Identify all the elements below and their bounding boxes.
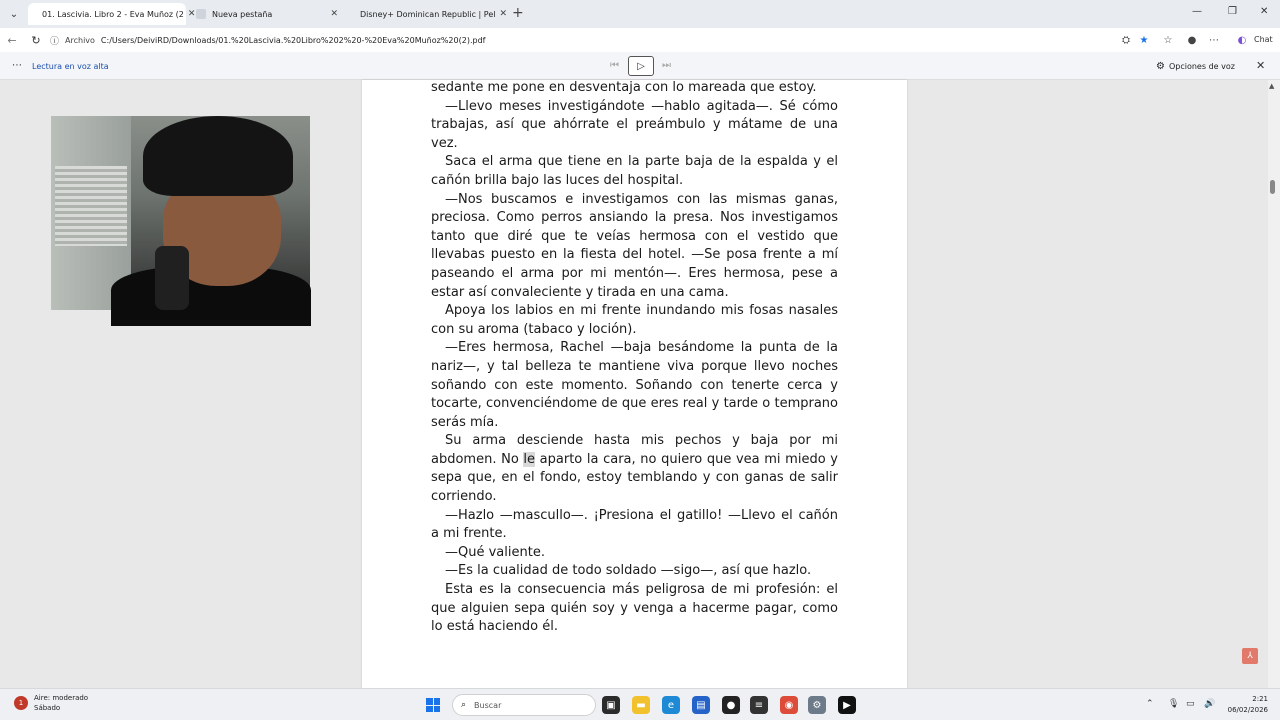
new-tab-icon[interactable]: + [512, 5, 524, 21]
reload-icon[interactable]: ↻ [31, 33, 41, 47]
copilot-icon[interactable]: ◐ [1237, 34, 1247, 46]
search-placeholder: Buscar [474, 700, 502, 710]
voice-settings-icon: ⚙ [1156, 61, 1165, 72]
info-icon[interactable]: ⓘ [50, 36, 60, 47]
paragraph: sedante me pone en desventaja con lo mareada que estoy. [431, 80, 817, 95]
edge-icon[interactable]: e [662, 696, 680, 714]
start-button-icon[interactable] [426, 698, 440, 712]
scroll-up-icon[interactable]: ▲ [1269, 82, 1275, 90]
tab-title: Nueva pestaña [212, 9, 273, 19]
document-text [431, 79, 838, 637]
tab-strip [0, 0, 1280, 28]
paragraph [431, 432, 838, 506]
more-options-icon[interactable]: ⋯ [12, 60, 22, 71]
play-icon[interactable]: ▷ [628, 56, 654, 76]
voice-options-button[interactable] [1156, 61, 1235, 72]
paragraph: —Es la cualidad de todo soldado —sigo—, así que hazlo. [445, 563, 812, 579]
favorites-icon[interactable]: ☆ [1163, 34, 1173, 46]
close-icon[interactable]: ✕ [187, 9, 196, 19]
paragraph: Apoya los labios en mi frente inundando mis fosas nasales con su aroma (tabaco y loción). [431, 303, 838, 337]
back-icon[interactable]: ← [7, 33, 17, 47]
next-icon[interactable]: ⏭ [662, 60, 671, 71]
paragraph: —Qué valiente. [445, 544, 545, 560]
weather-line1: Aire: moderado [34, 694, 89, 702]
network-icon[interactable]: ▭ [1186, 699, 1195, 709]
tab-disney[interactable] [346, 3, 510, 25]
translate-icon[interactable]: ⛭ [1122, 34, 1130, 46]
terminal-icon[interactable]: ≡ [750, 696, 768, 714]
microphone-icon[interactable]: 🎙 [1168, 699, 1180, 709]
close-icon[interactable]: ✕ [499, 9, 508, 19]
minimize-icon[interactable]: — [1192, 6, 1202, 17]
window-close-icon[interactable]: ✕ [1260, 6, 1269, 17]
weather-widget[interactable] [14, 693, 88, 713]
star-icon[interactable]: ★ [1139, 34, 1149, 46]
store-icon[interactable]: ▤ [692, 696, 710, 714]
chrome-icon[interactable]: ◉ [780, 696, 798, 714]
restore-icon[interactable]: ❐ [1228, 6, 1237, 17]
clock-time: 2:21 [1252, 695, 1268, 703]
address-toolbar [0, 28, 1280, 52]
voice-options-label: Opciones de voz [1168, 62, 1235, 71]
page-favicon-icon [196, 9, 206, 19]
paragraph-text: aparto la cara, no quiero que vea mi miedo y sepa que, en el fondo, estoy temblando y con ganas de salir corriendo. [431, 451, 838, 505]
menu-dots-icon[interactable]: ⋯ [1209, 34, 1219, 46]
pdf-page [362, 80, 907, 688]
person-cap [143, 116, 293, 196]
tab-pdf[interactable] [28, 3, 196, 25]
profile-icon[interactable]: ● [1187, 34, 1197, 46]
scrollbar-thumb[interactable] [1270, 180, 1275, 194]
clock-date: 06/02/2026 [1227, 706, 1268, 714]
paragraph: —Nos buscamos e investigamos con las mismas ganas, preciosa. Como perros ansiando la presa. Nos investigamos tanto que diré que te veías hermosa con el vestido que llevabas puesto en la fiesta del hotel. —Se posa frente a mí paseando el arma por mi mentón—. Eres hermosa, pese a estar así convaleciente y tirada en una cama. [431, 191, 838, 300]
media-player-icon[interactable]: ▶ [838, 696, 856, 714]
tray-overflow-icon[interactable]: ⌃ [1146, 699, 1154, 709]
highlighted-word: le [523, 451, 536, 467]
chat-label[interactable]: Chat [1254, 35, 1273, 44]
address-bar[interactable] [50, 31, 1110, 49]
taskbar [0, 688, 1280, 720]
volume-icon[interactable]: 🔊 [1204, 699, 1216, 709]
paragraph: —Hazlo —mascullo—. ¡Presiona el gatillo! —Llevo el cañón a mi frente. [431, 507, 838, 542]
task-view-icon[interactable]: ▣ [602, 696, 620, 714]
paragraph: —Llevo meses investigándote —hablo agitada—. Sé cómo trabajas, así que ahórrate el preámbulo y mátame de una vez. [431, 98, 838, 151]
air-conditioner-image [55, 166, 127, 246]
weather-line2: Sábado [34, 704, 61, 712]
paragraph: Esta es la consecuencia más peligrosa de mi profesión: el que alguien sepa quién soy y venga a hacerme pagar, como lo está haciendo él. [431, 582, 838, 635]
tab-search-icon[interactable]: ⌄ [9, 8, 19, 20]
settings-icon[interactable]: ⚙ [808, 696, 826, 714]
file-explorer-icon[interactable]: ▬ [632, 696, 650, 714]
search-icon: ⌕ [461, 700, 467, 710]
scheme-label: Archivo [65, 35, 95, 45]
microphone-image [155, 246, 189, 310]
previous-icon[interactable]: ⏮ [610, 60, 619, 71]
pdf-acrobat-icon[interactable]: ⅄ [1242, 648, 1258, 664]
webcam-overlay [51, 116, 310, 310]
scrollbar-track[interactable] [1268, 80, 1280, 688]
paragraph: Saca el arma que tiene en la parte baja de la espalda y el cañón brilla bajo las luces del hospital. [431, 154, 838, 188]
read-aloud-label: Lectura en voz alta [32, 62, 109, 71]
tab-title: Disney+ Dominican Republic | Pel [360, 9, 496, 19]
paragraph-text: Su arma desciende hasta mis pechos y baja por mi abdomen. No [431, 433, 838, 467]
tab-title: 01. Lascivia. Libro 2 - Eva Muñoz (2 [42, 9, 184, 19]
close-icon[interactable]: ✕ [330, 9, 338, 19]
weather-alert-icon: 1 [14, 696, 28, 710]
read-aloud-close-icon[interactable]: ✕ [1256, 59, 1266, 72]
taskbar-search-input[interactable] [452, 694, 596, 716]
clock[interactable] [1222, 694, 1268, 716]
tab-new-tab[interactable] [188, 3, 346, 25]
app-icon[interactable]: ● [722, 696, 740, 714]
paragraph: —Eres hermosa, Rachel —baja besándome la punta de la nariz—, y tal belleza te mantiene viva porque llevo noches soñando con este momento. Soñando con tenerte cerca y tocarte, convenciéndome de que eres real y tarde o temprano serás mía. [431, 340, 838, 430]
url-text: C:/Users/DeiviRD/Downloads/01.%20Lascivia.%20Libro%202%20-%20Eva%20Muñoz%20(2).pdf [100, 35, 486, 45]
